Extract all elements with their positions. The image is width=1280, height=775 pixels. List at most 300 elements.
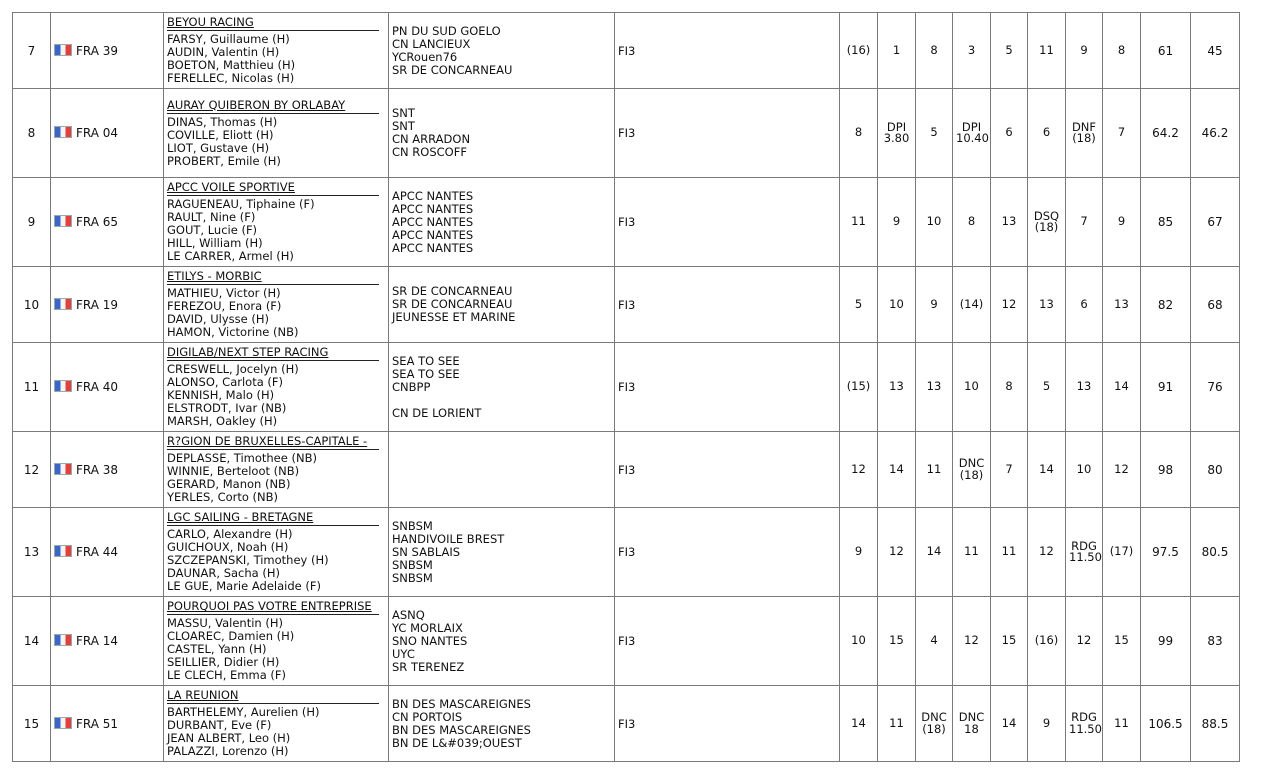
race-score-line: 6 — [1042, 125, 1051, 140]
clubs-cell — [389, 597, 615, 686]
race-score-line: 5 — [1005, 42, 1013, 57]
crew-cell — [164, 597, 389, 686]
crew-member: WINNIE, Berteloot (NB) — [167, 464, 300, 478]
club-name: SNBSM — [392, 557, 433, 572]
sail-cell — [51, 13, 164, 89]
club-name: SNBSM — [392, 518, 433, 533]
race-score-line: (17) — [1109, 544, 1134, 559]
race-score — [916, 597, 953, 686]
club-name: SR DE CONCARNEAU — [392, 297, 513, 311]
rank-cell: 10 — [13, 267, 51, 343]
club-name: SEA TO SEE — [392, 366, 460, 381]
race-score-line: 13 — [889, 379, 904, 394]
net-points: 68 — [1191, 267, 1240, 343]
race-score-line: 12 — [889, 544, 904, 559]
crew-member: DURBANT, Eve (F) — [167, 718, 272, 732]
race-score-line: 13 — [1114, 296, 1129, 311]
club-name: SNT — [392, 106, 415, 120]
race-score — [953, 267, 991, 343]
race-score — [840, 89, 878, 178]
race-score-line: 8 — [1005, 379, 1013, 394]
club-name: SR DE CONCARNEAU — [392, 62, 513, 77]
result-row — [13, 89, 1240, 178]
france-flag-icon — [54, 298, 72, 310]
crew-member: JEAN ALBERT, Leo (H) — [167, 731, 291, 745]
result-row — [13, 686, 1240, 762]
race-score — [991, 343, 1028, 432]
total-points: 61 — [1141, 13, 1191, 89]
race-score — [953, 89, 991, 178]
team-name: LGC SAILING - BRETAGNE — [167, 510, 314, 524]
sail-cell — [51, 343, 164, 432]
crew-member: LE GUE, Marie Adelaide (F) — [167, 579, 321, 593]
team-divider — [167, 284, 379, 285]
crew-cell — [164, 89, 389, 178]
race-score-line: 15 — [1001, 633, 1017, 648]
race-score-line: 12 — [1114, 461, 1129, 476]
race-score — [916, 343, 953, 432]
race-score-line: 3 — [967, 42, 976, 57]
race-score — [1103, 597, 1141, 686]
clubs-cell — [389, 343, 615, 432]
race-score-line: 10.40 — [956, 131, 989, 145]
crew-cell — [164, 13, 389, 89]
club-name: SR DE CONCARNEAU — [392, 284, 513, 298]
race-score-line: 9 — [854, 544, 863, 559]
race-score — [1066, 597, 1103, 686]
race-score-line: 14 — [926, 544, 942, 559]
crew-member: DAVID, Ulysse (H) — [167, 312, 269, 326]
club-name: APCC NANTES — [392, 188, 474, 203]
race-score-line: DNC — [958, 710, 985, 724]
race-score-line: 10 — [926, 214, 942, 229]
sail-cell — [51, 686, 164, 762]
club-name: BN DES MASCAREIGNES — [392, 696, 531, 711]
total-points: 64.2 — [1141, 89, 1191, 178]
race-score — [916, 508, 953, 597]
crew-member: AUDIN, Valentin (H) — [167, 45, 280, 59]
race-score — [1103, 89, 1141, 178]
race-score-line: 5 — [930, 125, 938, 140]
club-name: SNT — [392, 119, 415, 133]
club-name: APCC NANTES — [392, 240, 474, 255]
race-score-line: 11 — [1039, 42, 1054, 57]
race-score — [878, 686, 916, 762]
race-score — [840, 178, 878, 267]
crew-member: YERLES, Corto (NB) — [167, 490, 279, 504]
race-score — [1066, 89, 1103, 178]
sail-number: FRA 65 — [76, 215, 119, 229]
race-score — [1066, 178, 1103, 267]
race-score-line: 6 — [1005, 125, 1013, 140]
race-score-line: 13 — [926, 379, 942, 394]
race-score — [953, 508, 991, 597]
race-score-line: 10 — [889, 296, 904, 311]
race-score — [916, 178, 953, 267]
sail-number: FRA 04 — [76, 126, 119, 140]
race-score — [840, 13, 878, 89]
race-score-line: 11 — [851, 214, 866, 229]
race-score-line: DNF — [1071, 119, 1097, 134]
net-points: 80 — [1191, 432, 1240, 508]
race-score — [878, 597, 916, 686]
crew-member: RAULT, Nine (F) — [167, 210, 256, 224]
race-score-line: (18) — [1034, 220, 1059, 234]
crew-member: HAMON, Victorine (NB) — [167, 325, 299, 339]
race-score-line: 8 — [1117, 42, 1126, 57]
race-score — [916, 686, 953, 762]
crew-cell — [164, 178, 389, 267]
crew-member: MASSU, Valentin (H) — [167, 616, 283, 630]
race-score — [840, 267, 878, 343]
crew-member: FERELLEC, Nicolas (H) — [167, 71, 295, 85]
race-score-line: 7 — [1080, 214, 1088, 229]
race-score-line: 12 — [1001, 296, 1017, 311]
race-score-line: (18) — [922, 721, 946, 736]
sail-cell — [51, 267, 164, 343]
race-score-line: 11 — [1114, 715, 1129, 730]
race-score-line: 6 — [1080, 296, 1088, 311]
race-score — [1028, 13, 1066, 89]
race-score — [916, 267, 953, 343]
race-score — [1103, 686, 1141, 762]
results-table — [12, 12, 1240, 762]
race-score-line: 13 — [1001, 214, 1017, 229]
rank-cell: 7 — [13, 13, 51, 89]
race-score-line: (16) — [846, 42, 871, 57]
club-name: CN ARRADON — [392, 132, 471, 146]
result-row — [13, 508, 1240, 597]
france-flag-icon — [54, 126, 72, 138]
team-divider — [167, 195, 379, 196]
crew-member: DEPLASSE, Timothee (NB) — [167, 451, 317, 465]
total-points: 91 — [1141, 343, 1191, 432]
clubs-cell — [389, 432, 615, 508]
crew-member: ELSTRODT, Ivar (NB) — [167, 401, 287, 415]
race-score-line: 14 — [1114, 379, 1129, 394]
club-name: PN DU SUD GOELO — [392, 23, 501, 38]
class-cell: FI3 — [615, 432, 840, 508]
class-cell: FI3 — [615, 178, 840, 267]
race-score-line: 9 — [930, 296, 938, 311]
race-score — [991, 597, 1028, 686]
race-score-line: 11 — [926, 461, 942, 476]
race-score — [878, 508, 916, 597]
crew-member: COVILLE, Eliott (H) — [167, 127, 274, 142]
race-score — [878, 89, 916, 178]
race-score — [878, 343, 916, 432]
crew-member: BOETON, Matthieu (H) — [167, 58, 296, 72]
race-score — [1066, 432, 1103, 508]
clubs-cell — [389, 686, 615, 762]
clubs-cell — [389, 267, 615, 343]
crew-cell — [164, 432, 389, 508]
race-score-line: 12 — [1076, 633, 1092, 648]
crew-member: FEREZOU, Enora (F) — [167, 299, 282, 313]
race-score-line: 10 — [1076, 461, 1092, 476]
team-name: ETILYS - MORBIC — [167, 269, 262, 283]
club-name: APCC NANTES — [392, 214, 474, 229]
team-divider — [167, 360, 379, 361]
rank-cell: 14 — [13, 597, 51, 686]
race-score-line: 14 — [889, 461, 904, 476]
results-body — [13, 13, 1240, 762]
france-flag-icon — [54, 545, 72, 557]
race-score-line: 15 — [889, 633, 904, 648]
crew-member: KENNISH, Malo (H) — [167, 388, 275, 402]
result-row — [13, 432, 1240, 508]
crew-member: PALAZZI, Lorenzo (H) — [167, 744, 289, 758]
total-points: 82 — [1141, 267, 1191, 343]
team-divider — [167, 525, 379, 526]
net-points: 80.5 — [1191, 508, 1240, 597]
race-score-line: 11.50 — [1069, 550, 1102, 564]
race-score-line: (18) — [959, 467, 984, 482]
race-score — [1066, 686, 1103, 762]
club-name: YCRouen76 — [392, 49, 458, 64]
club-name: SN SABLAIS — [392, 544, 461, 559]
class-cell: FI3 — [615, 343, 840, 432]
race-score — [991, 178, 1028, 267]
race-score-line: 7 — [1117, 125, 1126, 140]
race-score — [878, 13, 916, 89]
crew-member: CARLO, Alexandre (H) — [167, 527, 293, 541]
race-score — [1103, 178, 1141, 267]
club-name: BN DES MASCAREIGNES — [392, 722, 531, 737]
race-score — [1028, 343, 1066, 432]
net-points: 46.2 — [1191, 89, 1240, 178]
net-points: 67 — [1191, 178, 1240, 267]
total-points: 99 — [1141, 597, 1191, 686]
total-points: 85 — [1141, 178, 1191, 267]
club-name: YC MORLAIX — [392, 620, 463, 635]
race-score — [1103, 13, 1141, 89]
class-cell: FI3 — [615, 13, 840, 89]
race-score — [991, 432, 1028, 508]
class-cell: FI3 — [615, 508, 840, 597]
sail-number: FRA 44 — [76, 545, 119, 559]
crew-cell — [164, 508, 389, 597]
team-name: AURAY QUIBERON BY ORLABAY — [167, 97, 346, 112]
race-score — [991, 686, 1028, 762]
crew-member: DAUNAR, Sacha (H) — [167, 566, 280, 580]
crew-member: FARSY, Guillaume (H) — [167, 32, 290, 46]
race-score-line: 9 — [1117, 214, 1126, 229]
race-score-line: 3.80 — [883, 131, 910, 145]
team-divider — [167, 614, 379, 615]
team-name: DIGILAB/NEXT STEP RACING — [167, 345, 329, 359]
race-score-line: 10 — [964, 379, 979, 394]
club-name: JEUNESSE ET MARINE — [392, 310, 516, 324]
race-score-line: RDG — [1071, 538, 1097, 553]
sail-cell — [51, 508, 164, 597]
crew-member: GUICHOUX, Noah (H) — [167, 540, 289, 554]
race-score-line: 12 — [964, 633, 979, 648]
race-score-line: 11.50 — [1069, 721, 1102, 736]
race-score — [953, 597, 991, 686]
race-score — [840, 343, 878, 432]
race-score — [916, 13, 953, 89]
rank-cell: 12 — [13, 432, 51, 508]
race-score — [953, 686, 991, 762]
race-score — [953, 343, 991, 432]
race-score-line: 9 — [1080, 42, 1088, 57]
team-name: R?GION DE BRUXELLES-CAPITALE - — [167, 434, 368, 448]
race-score — [840, 686, 878, 762]
club-name: SNO NANTES — [392, 633, 468, 648]
result-row — [13, 267, 1240, 343]
club-name: SNBSM — [392, 570, 433, 585]
france-flag-icon — [54, 44, 72, 56]
crew-member: LE CLECH, Emma (F) — [167, 668, 286, 682]
race-score-line: (16) — [1034, 633, 1059, 648]
race-score-line: 12 — [1039, 544, 1054, 559]
team-name: POURQUOI PAS VOTRE ENTREPRISE — [167, 599, 372, 613]
race-score — [916, 432, 953, 508]
race-score-line: DNC — [921, 710, 947, 724]
club-name: SR TERENEZ — [392, 659, 465, 674]
race-score — [878, 432, 916, 508]
sail-number: FRA 39 — [76, 43, 119, 58]
race-score — [1066, 267, 1103, 343]
sail-number: FRA 51 — [76, 716, 119, 731]
club-name: SEA TO SEE — [392, 353, 460, 368]
crew-member: MATHIEU, Victor (H) — [167, 286, 281, 300]
club-name: ASNQ — [392, 607, 425, 622]
crew-member: MARSH, Oakley (H) — [167, 414, 278, 428]
race-score-line: 1 — [892, 42, 901, 57]
club-name: APCC NANTES — [392, 227, 474, 242]
race-score-line: 8 — [854, 125, 863, 140]
class-cell: FI3 — [615, 686, 840, 762]
race-score — [1103, 267, 1141, 343]
race-score-line: DSQ — [1033, 208, 1060, 223]
race-score-line: (15) — [846, 379, 871, 394]
club-name: APCC NANTES — [392, 201, 474, 216]
race-score-line: 14 — [1001, 715, 1017, 730]
crew-member: ALONSO, Carlota (F) — [167, 375, 284, 389]
race-score — [840, 508, 878, 597]
class-cell: FI3 — [615, 89, 840, 178]
race-score-line: DPI — [961, 119, 982, 134]
crew-cell — [164, 686, 389, 762]
race-score — [991, 267, 1028, 343]
race-score-line: 8 — [967, 214, 976, 229]
crew-cell — [164, 267, 389, 343]
france-flag-icon — [54, 215, 72, 227]
race-score-line: 15 — [1114, 633, 1129, 648]
race-score-line: 7 — [1005, 461, 1013, 476]
crew-member: GOUT, Lucie (F) — [167, 223, 258, 237]
race-score — [1028, 686, 1066, 762]
team-divider — [167, 30, 379, 31]
crew-member: BARTHELEMY, Aurelien (H) — [167, 705, 320, 719]
race-score — [953, 178, 991, 267]
club-name: BN DE L&#039;OUEST — [392, 735, 522, 750]
class-cell: FI3 — [615, 267, 840, 343]
total-points: 106.5 — [1141, 686, 1191, 762]
crew-member: PROBERT, Emile (H) — [167, 153, 281, 168]
race-score-line: (18) — [1072, 131, 1096, 145]
team-divider — [167, 449, 379, 450]
result-row — [13, 178, 1240, 267]
race-score — [878, 178, 916, 267]
crew-member: CRESWELL, Jocelyn (H) — [167, 362, 299, 376]
team-name: BEYOU RACING — [167, 15, 254, 29]
crew-member: DINAS, Thomas (H) — [167, 114, 278, 129]
club-name: CN PORTOIS — [392, 709, 463, 724]
total-points: 97.5 — [1141, 508, 1191, 597]
clubs-cell — [389, 178, 615, 267]
rank-cell: 9 — [13, 178, 51, 267]
race-score-line: 13 — [1076, 379, 1092, 394]
crew-cell — [164, 343, 389, 432]
net-points: 83 — [1191, 597, 1240, 686]
rank-cell: 8 — [13, 89, 51, 178]
club-name: CN ROSCOFF — [392, 145, 467, 159]
race-score-line: 12 — [851, 461, 866, 476]
race-score — [991, 89, 1028, 178]
race-score — [1066, 508, 1103, 597]
crew-member: SEILLIER, Didier (H) — [167, 655, 280, 669]
crew-member: RAGUENEAU, Tiphaine (F) — [167, 197, 315, 211]
race-score-line: 13 — [1039, 296, 1054, 311]
result-row — [13, 597, 1240, 686]
race-score-line: 5 — [1042, 379, 1051, 394]
race-score — [1028, 178, 1066, 267]
race-score — [1028, 432, 1066, 508]
sail-cell — [51, 597, 164, 686]
clubs-cell — [389, 89, 615, 178]
race-score-line: 4 — [930, 633, 938, 648]
sail-cell — [51, 89, 164, 178]
race-score-line: 5 — [854, 296, 863, 311]
france-flag-icon — [54, 463, 72, 475]
class-cell: FI3 — [615, 597, 840, 686]
clubs-cell — [389, 13, 615, 89]
race-score — [991, 508, 1028, 597]
total-points: 98 — [1141, 432, 1191, 508]
net-points: 88.5 — [1191, 686, 1240, 762]
race-score — [1028, 508, 1066, 597]
race-score — [878, 267, 916, 343]
rank-cell: 11 — [13, 343, 51, 432]
crew-member: SZCZEPANSKI, Timothey (H) — [167, 553, 329, 567]
net-points: 76 — [1191, 343, 1240, 432]
sail-cell — [51, 178, 164, 267]
race-score-line: 9 — [892, 214, 901, 229]
result-row — [13, 343, 1240, 432]
race-score — [1028, 267, 1066, 343]
race-score-line: 9 — [1042, 715, 1051, 730]
france-flag-icon — [54, 717, 72, 729]
sail-number: FRA 19 — [76, 297, 119, 312]
team-divider — [167, 703, 379, 704]
race-score — [1103, 432, 1141, 508]
team-divider — [167, 113, 379, 114]
race-score — [1028, 597, 1066, 686]
club-name: CN DE LORIENT — [392, 405, 482, 420]
sail-number: FRA 38 — [76, 462, 119, 477]
crew-member: GERARD, Manon (NB) — [167, 477, 291, 491]
clubs-cell — [389, 508, 615, 597]
race-score-line: 14 — [851, 715, 866, 730]
race-score — [916, 89, 953, 178]
rank-cell: 15 — [13, 686, 51, 762]
club-name: CN LANCIEUX — [392, 36, 471, 51]
race-score — [953, 13, 991, 89]
club-name: CNBPP — [392, 379, 431, 394]
